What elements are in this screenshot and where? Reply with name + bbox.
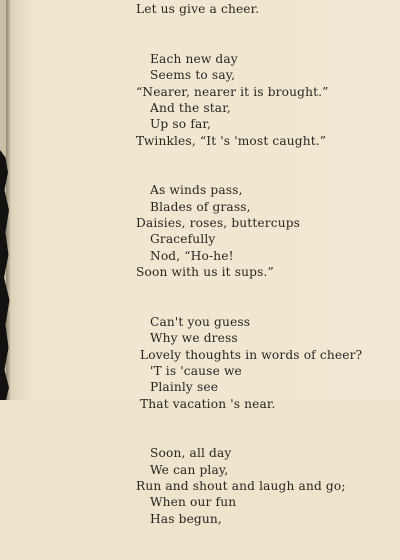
poem-line: We can play,: [150, 462, 229, 477]
poem-stanza: [136, 51, 362, 149]
poem-line: Plainly see: [150, 380, 219, 395]
poem-line: Soon with us it sups.”: [136, 265, 274, 280]
poem-line: Each new day: [150, 51, 238, 66]
poem-stanza: [136, 314, 362, 412]
poem-line: Nod, “Ho-he!: [150, 248, 234, 263]
poem-line: Lovely thoughts in words of cheer?: [140, 347, 363, 362]
poem-line: 'T is 'cause we: [150, 363, 242, 378]
poem-line: Let us give a cheer.: [136, 2, 260, 17]
poem-line: Has begun,: [150, 511, 222, 526]
poem-stanza: [136, 182, 362, 280]
poem-line: Run and shout and laugh and go;: [136, 478, 346, 493]
poem-line: Twinkles, “It 's 'most caught.”: [136, 133, 327, 148]
poem-line: And the star,: [150, 101, 231, 116]
poem-line: “Nearer, nearer it is brought.”: [136, 84, 329, 99]
poem-line: Seems to say,: [150, 68, 236, 83]
poem-line: As winds pass,: [150, 183, 243, 198]
poem-line: Gracefully: [150, 232, 216, 247]
poem-line: Soon, all day: [150, 446, 232, 461]
poem-line: Can't you guess: [150, 314, 251, 329]
poem-line: Daisies, roses, buttercups: [136, 216, 301, 231]
book-page: [11, 0, 400, 526]
poem-line: Blades of grass,: [150, 199, 251, 214]
poem-stanza: [136, 0, 362, 18]
poem-line: That vacation 's near.: [140, 396, 276, 411]
poem-line: When our fun: [150, 495, 237, 510]
poem-line: Up so far,: [150, 117, 212, 132]
poem: [136, 0, 362, 560]
poem-stanza: [136, 445, 362, 527]
poem-line: Why we dress: [150, 331, 238, 346]
